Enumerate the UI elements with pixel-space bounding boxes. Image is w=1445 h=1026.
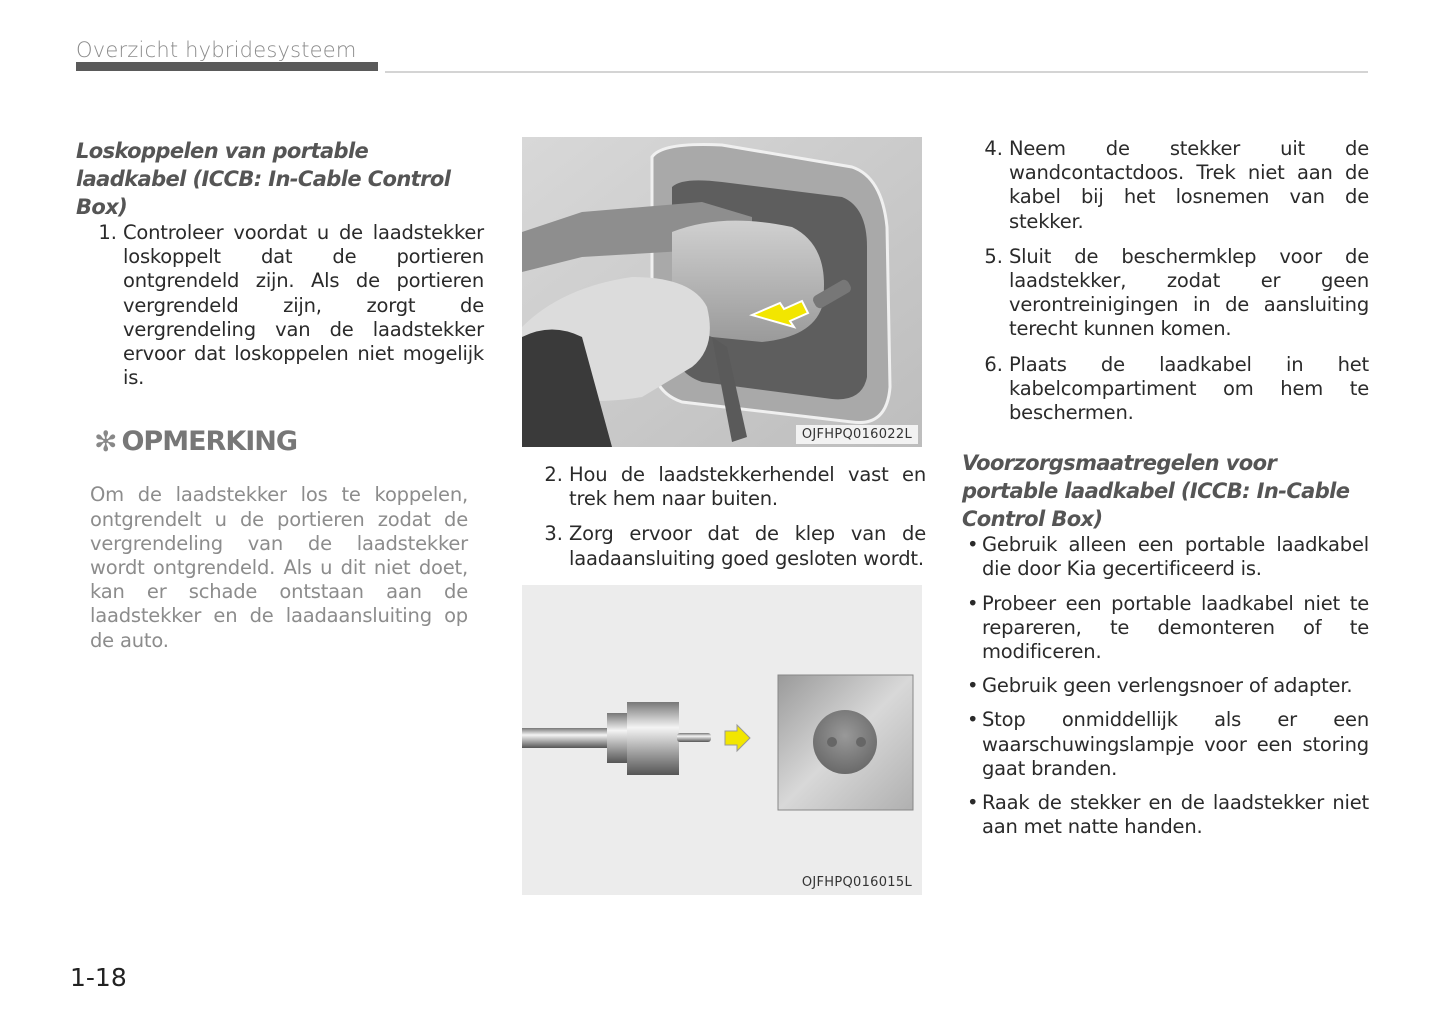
step-text: Neem de stekker uit de wandcontactdoos. Trek niet aan de kabel bij het losnemen van de stekker. (1009, 137, 1369, 233)
step-text: Sluit de beschermklep voor de laadstekker, zodat er geen verontreinigingen in de aansluiting terecht kunnen komen. (1009, 244, 1369, 341)
step-5 (962, 245, 1369, 342)
note-heading (94, 426, 484, 457)
bullet-item (962, 791, 1369, 839)
bullet-item (962, 533, 1369, 581)
header-bar (76, 62, 378, 71)
step-number: 3. (544, 522, 563, 546)
header-rule (385, 71, 1368, 73)
bullet-icon: • (967, 791, 979, 815)
bullet-text: Probeer een portable laadkabel niet te repareren, te demonteren of te modificeren. (982, 591, 1369, 664)
step-4 (962, 137, 1369, 234)
charging-connector-illustration (522, 137, 922, 447)
header-section-title: Overzicht hybridesysteem (76, 38, 357, 62)
bullet-text: Stop onmiddellijk als er een waarschuwingslampje voor een storing gaat branden. (982, 708, 1369, 780)
step-6 (962, 353, 1369, 426)
right-column (962, 137, 1369, 849)
step-number: 5. (984, 244, 1003, 268)
note-title: OPMERKING (121, 426, 298, 458)
step-2 (522, 463, 926, 511)
bullet-item (962, 708, 1369, 781)
step-number: 6. (984, 352, 1003, 376)
page-number: 1-18 (70, 963, 127, 992)
figure-wall-socket (522, 585, 922, 895)
bullet-item (962, 592, 1369, 665)
bullet-text: Gebruik alleen een portable laadkabel die door Kia gecertificeerd is. (982, 533, 1369, 581)
plug-and-socket-illustration (522, 585, 922, 895)
step-number: 2. (544, 463, 563, 486)
step-text: Hou de laadstekkerhendel vast en trek hem naar buiten. (569, 463, 926, 511)
step-text: Zorg ervoor dat de klep van de laadaansluiting goed gesloten wordt. (569, 522, 926, 570)
bullet-text: Raak de stekker en de laadstekker niet aan met natte handen. (982, 791, 1369, 839)
bullet-text: Gebruik geen verlengsnoer of adapter. (982, 674, 1353, 698)
bullet-icon: • (967, 674, 979, 698)
step-text: Plaats de laadkabel in het kabelcompartiment om hem te beschermen. (1009, 352, 1369, 425)
section-heading-precautions: Voorzorgsmaatregelen voor portable laadkabel (ICCB: In-Cable Control Box) (962, 451, 1350, 532)
figure-code: OJFHPQ016015L (801, 874, 912, 890)
step-3 (522, 522, 926, 570)
bullet-icon: • (967, 591, 979, 615)
figure-unplug-charging-connector (522, 137, 922, 447)
note-body: Om de laadstekker los te koppelen, ontgrendelt u de portieren zodat de vergrendeling van de laadstekker wordt ontgrendeld. Als u dit niet doet, kan er schade ontstaan aan de laadstekker en de laadaansluiting op de auto. (90, 483, 468, 652)
bullet-item (962, 674, 1369, 698)
section-heading-disconnect: Loskoppelen van portable laadkabel (ICCB: In-Cable Control Box) (76, 139, 451, 219)
step-number: 4. (984, 137, 1003, 160)
asterisk-icon: ✻ (94, 424, 118, 458)
step-1 (76, 221, 484, 390)
bullet-icon: • (967, 708, 979, 732)
middle-column (522, 137, 926, 895)
step-number: 1. (98, 221, 117, 244)
step-text: Controleer voordat u de laadstekker loskoppelt dat de portieren ontgrendeld zijn. Als de portieren vergrendeld zijn, zorgt de vergrendeling van de laadstekker ervoor dat loskoppelen niet mogelijk is. (123, 221, 484, 390)
left-column (76, 137, 484, 653)
figure-code: OJFHPQ016022L (796, 425, 918, 444)
bullet-icon: • (967, 533, 979, 557)
